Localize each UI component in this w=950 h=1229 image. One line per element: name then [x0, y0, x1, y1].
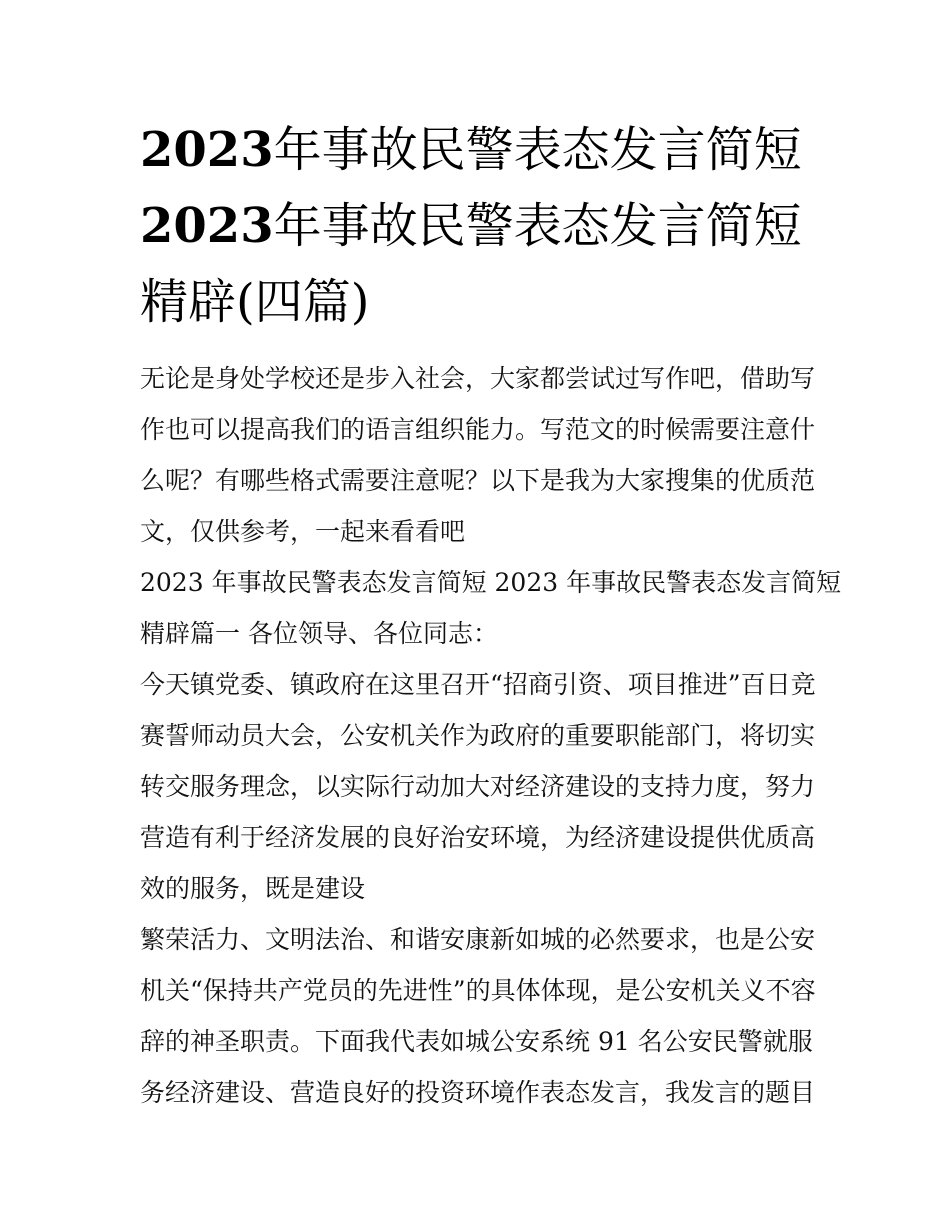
- body-line: 精辟篇一 各位领导、各位同志：: [140, 619, 498, 648]
- document-title: [140, 112, 830, 340]
- body-line: 务经济建设、营造良好的投资环境作表态发言，我发言的题目: [140, 1078, 816, 1107]
- title-year: 2023: [140, 122, 274, 178]
- title-text: 年事故民警表态发言简短: [273, 122, 802, 178]
- title-line-2: [140, 188, 830, 264]
- body-line: 赛誓师动员大会，公安机关作为政府的重要职能部门，将切实: [140, 721, 816, 750]
- title-text: 年事故民警表态发言简短: [273, 198, 802, 254]
- body-line: 营造有利于经济发展的良好治安环境，为经济建设提供优质高: [140, 823, 816, 852]
- body-line: 么呢？有哪些格式需要注意呢？以下是我为大家搜集的优质范: [140, 466, 816, 495]
- title-year: 2023: [140, 198, 274, 254]
- body-line: 作也可以提高我们的语言组织能力。写范文的时候需要注意什: [140, 415, 816, 444]
- body-line: 2023 年事故民警表态发言简短 2023 年事故民警表态发言简短: [140, 568, 842, 597]
- title-line-1: [140, 112, 830, 188]
- body-line: 机关“保持共产党员的先进性”的具体体现，是公安机关义不容: [140, 976, 816, 1005]
- body-line: 效的服务，既是建设: [140, 874, 366, 903]
- title-line-3: [140, 264, 830, 340]
- title-text: 精辟(四篇): [140, 274, 370, 330]
- body-line: 文，仅供参考，一起来看看吧: [140, 517, 466, 546]
- document-body: [140, 353, 842, 1118]
- body-line: 无论是身处学校还是步入社会，大家都尝试过写作吧，借助写: [140, 364, 816, 393]
- body-line: 转交服务理念，以实际行动加大对经济建设的支持力度，努力: [140, 772, 816, 801]
- body-line: 繁荣活力、文明法治、和谐安康新如城的必然要求，也是公安: [140, 925, 816, 954]
- body-line: 辞的神圣职责。下面我代表如城公安系统 91 名公安民警就服: [140, 1027, 813, 1056]
- body-line: 今天镇党委、镇政府在这里召开“招商引资、项目推进”百日竞: [140, 670, 816, 699]
